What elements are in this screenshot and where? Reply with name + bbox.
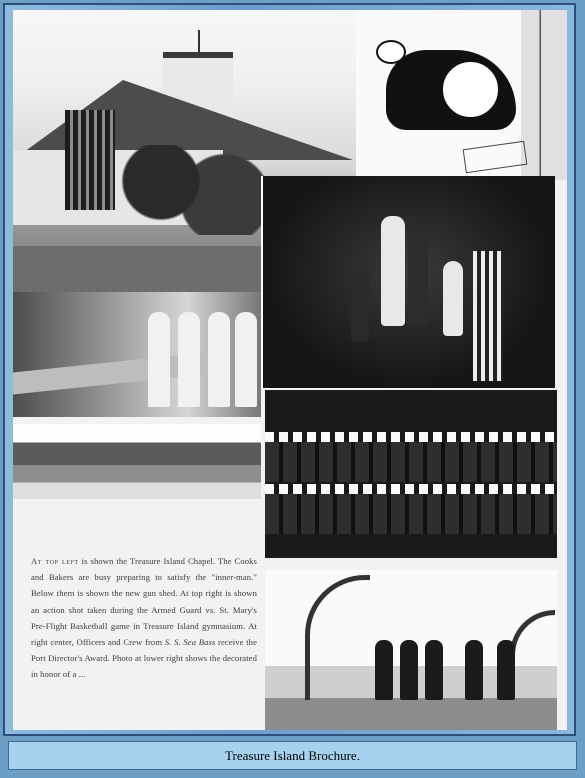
crew-photo [265,390,557,558]
gunshed-photo [13,424,261,499]
basketball-photo [261,176,555,388]
referee [473,251,503,381]
cartoon-shoe [376,40,406,64]
player [351,271,369,341]
ceremony-photo [265,570,557,730]
cartoon-tree [521,10,567,180]
bakers-photo [13,292,261,417]
caption-text-1: is shown the Treasure Island Chapel. The Cooks and Bakers are busy preparing to satisfy the "inner-man." Below them is shown the new gun shed. At top right is shown an action shot taken during the Armed Guard vs. St. Mary's Pre-Flight Basketball game in Treasure Island gymnasium. At right center, Officers and Crew from [31,556,258,648]
brochure-page [13,10,567,730]
davit [305,575,370,700]
officer [425,640,443,700]
cartoon-letter [463,141,528,173]
officer [400,640,418,700]
brochure-title: Treasure Island Brochure. [225,747,360,763]
crew-uniforms-row [265,494,557,534]
officer [375,640,393,700]
davit [510,610,555,695]
officer [497,640,515,700]
caption-text-2: receive the Port Director's Award. Photo at lower right shows the decorated in honor of a ... [31,637,257,680]
crew-uniforms-row [265,442,557,482]
cook [235,312,257,407]
cartoon-face [441,60,500,119]
cartoon-drawing [356,10,567,180]
cook [208,312,230,407]
cook [178,312,200,407]
chapel-trees [113,145,273,235]
caption-lead: At top left [31,556,79,566]
officer [465,640,483,700]
brochure-caption [31,553,257,683]
cook [148,312,170,407]
crew-caps-row [265,432,557,442]
crew-caps-row [265,484,557,494]
title-bar [8,741,577,770]
caption-ship-name: S. S. Sea Bass [164,637,216,648]
player [408,226,428,326]
player [381,216,405,326]
chapel-window [65,110,115,210]
player [443,261,463,336]
